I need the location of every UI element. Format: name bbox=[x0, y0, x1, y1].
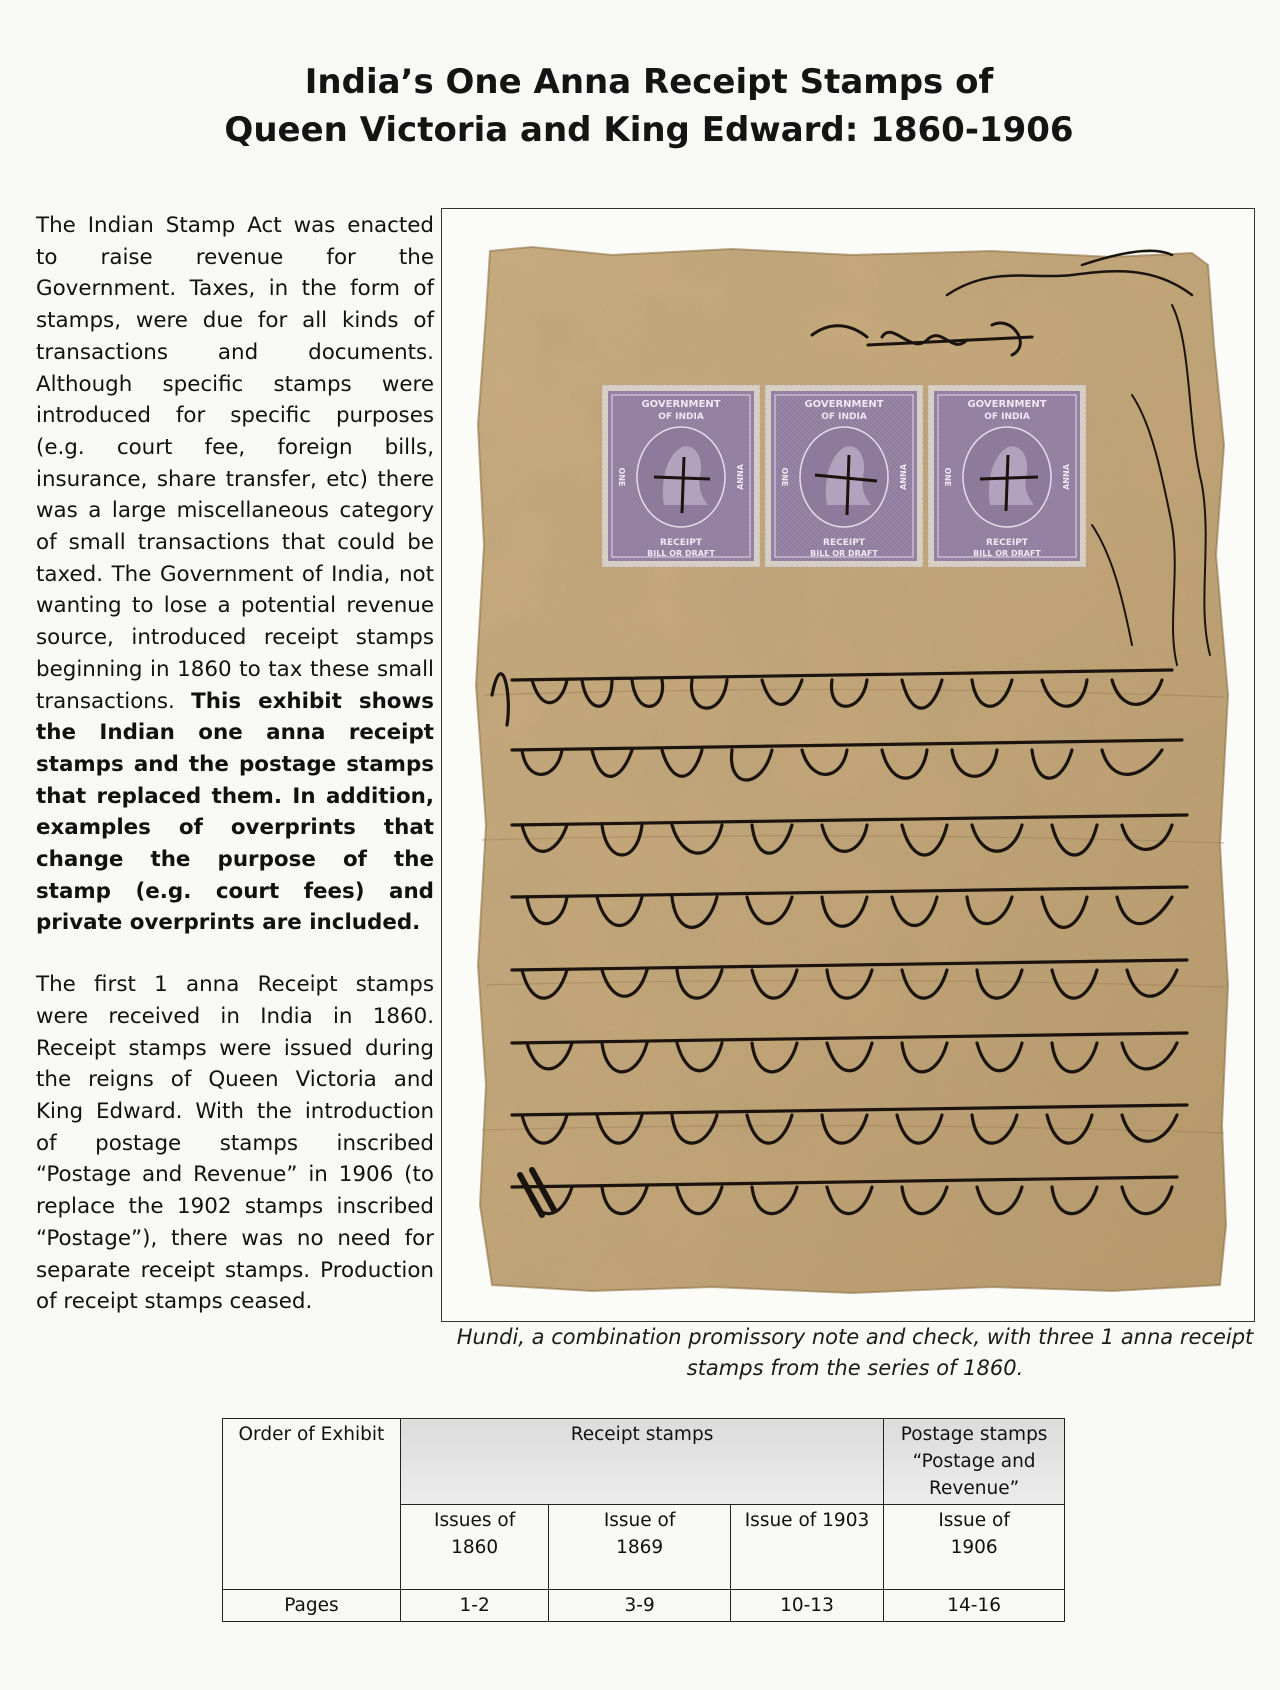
svg-text:OF INDIA: OF INDIA bbox=[984, 412, 1030, 422]
caption-line-1: Hundi, a combination promissory note and check, with three 1 anna receipt bbox=[456, 1325, 1254, 1349]
svg-text:BILL OR DRAFT: BILL OR DRAFT bbox=[810, 549, 878, 558]
receipt-stamps bbox=[602, 385, 1086, 567]
pages-cell: 3-9 bbox=[549, 1590, 730, 1622]
title-line-2: Queen Victoria and King Edward: 1860-1906 bbox=[224, 110, 1074, 150]
caption-line-2: stamps from the series of 1860. bbox=[686, 1356, 1024, 1380]
table-header-row bbox=[223, 1419, 1065, 1505]
intro-paragraph-1 bbox=[36, 210, 434, 939]
issue-cell: Issue of 1906 bbox=[884, 1505, 1065, 1590]
issue-cell: Issue of 1869 bbox=[549, 1505, 730, 1590]
svg-text:GOVERNMENT: GOVERNMENT bbox=[967, 399, 1047, 410]
svg-text:ANNA: ANNA bbox=[736, 464, 745, 490]
intro-text bbox=[36, 210, 434, 1318]
receipt-stamp-2 bbox=[765, 385, 923, 567]
pages-cell: 1-2 bbox=[400, 1590, 549, 1622]
table-pages-row bbox=[223, 1590, 1065, 1622]
page-title bbox=[0, 58, 1280, 154]
svg-text:GOVERNMENT: GOVERNMENT bbox=[804, 399, 884, 410]
intro-paragraph-2: The first 1 anna Receipt stamps were received in India in 1860. Receipt stamps were issued during the reigns of Queen Victoria and King Edward. With the introduction of postage stamps inscribed “Postage and Revenue” in 1906 (to replace the 1902 stamps inscribed “Postage”), there was no need for separate receipt stamps. Production of receipt stamps ceased. bbox=[36, 972, 434, 1315]
svg-text:RECEIPT: RECEIPT bbox=[660, 538, 702, 548]
svg-text:BILL OR DRAFT: BILL OR DRAFT bbox=[647, 549, 715, 558]
issue-cell: Issue of 1903 bbox=[730, 1505, 884, 1590]
svg-text:ANNA: ANNA bbox=[1062, 464, 1071, 490]
receipt-stamps-header: Receipt stamps bbox=[400, 1419, 883, 1505]
svg-text:RECEIPT: RECEIPT bbox=[823, 538, 865, 548]
intro-paragraph-1-bold: This exhibit shows the Indian one anna receipt stamps and the postage stamps that replaced them. In addition, examples of overprints that change the purpose of the stamp (e.g. court fees) and private overprints are included. bbox=[36, 688, 434, 936]
image-caption bbox=[455, 1322, 1255, 1384]
pages-cell: 14-16 bbox=[884, 1590, 1065, 1622]
svg-text:GOVERNMENT: GOVERNMENT bbox=[641, 399, 721, 410]
order-of-exhibit-table bbox=[222, 1418, 1065, 1622]
title-line-1: India’s One Anna Receipt Stamps of bbox=[304, 62, 994, 102]
hundi-document-image bbox=[472, 225, 1234, 1297]
svg-text:BILL OR DRAFT: BILL OR DRAFT bbox=[973, 549, 1041, 558]
postage-stamps-header: Postage stamps “Postage and Revenue” bbox=[884, 1419, 1065, 1505]
exhibit-frame bbox=[441, 208, 1255, 1322]
receipt-stamp-3 bbox=[928, 385, 1086, 567]
pages-label: Pages bbox=[223, 1590, 401, 1622]
svg-text:ONE: ONE bbox=[617, 467, 626, 487]
svg-text:RECEIPT: RECEIPT bbox=[986, 538, 1028, 548]
svg-text:OF INDIA: OF INDIA bbox=[658, 412, 704, 422]
table-corner-label: Order of Exhibit bbox=[223, 1419, 401, 1590]
svg-text:ONE: ONE bbox=[943, 467, 952, 487]
issue-cell: Issues of 1860 bbox=[400, 1505, 549, 1590]
svg-text:OF INDIA: OF INDIA bbox=[821, 412, 867, 422]
intro-paragraph-1-plain: The Indian Stamp Act was enacted to raise revenue for the Government. Taxes, in the form of stamps, were due for all kinds of transactions and documents. Although specific stamps were introduced for specific purposes (e.g. court fee, foreign bills, insurance, share transfer, etc) there was a large miscellaneous category of small transactions that could be taxed. The Government of India, not wanting to lose a potential revenue source, introduced receipt stamps beginning in 1860 to tax these small transactions. bbox=[36, 213, 434, 714]
svg-text:ANNA: ANNA bbox=[899, 464, 908, 490]
receipt-stamp-1 bbox=[602, 385, 760, 567]
pages-cell: 10-13 bbox=[730, 1590, 884, 1622]
svg-text:ONE: ONE bbox=[780, 467, 789, 487]
